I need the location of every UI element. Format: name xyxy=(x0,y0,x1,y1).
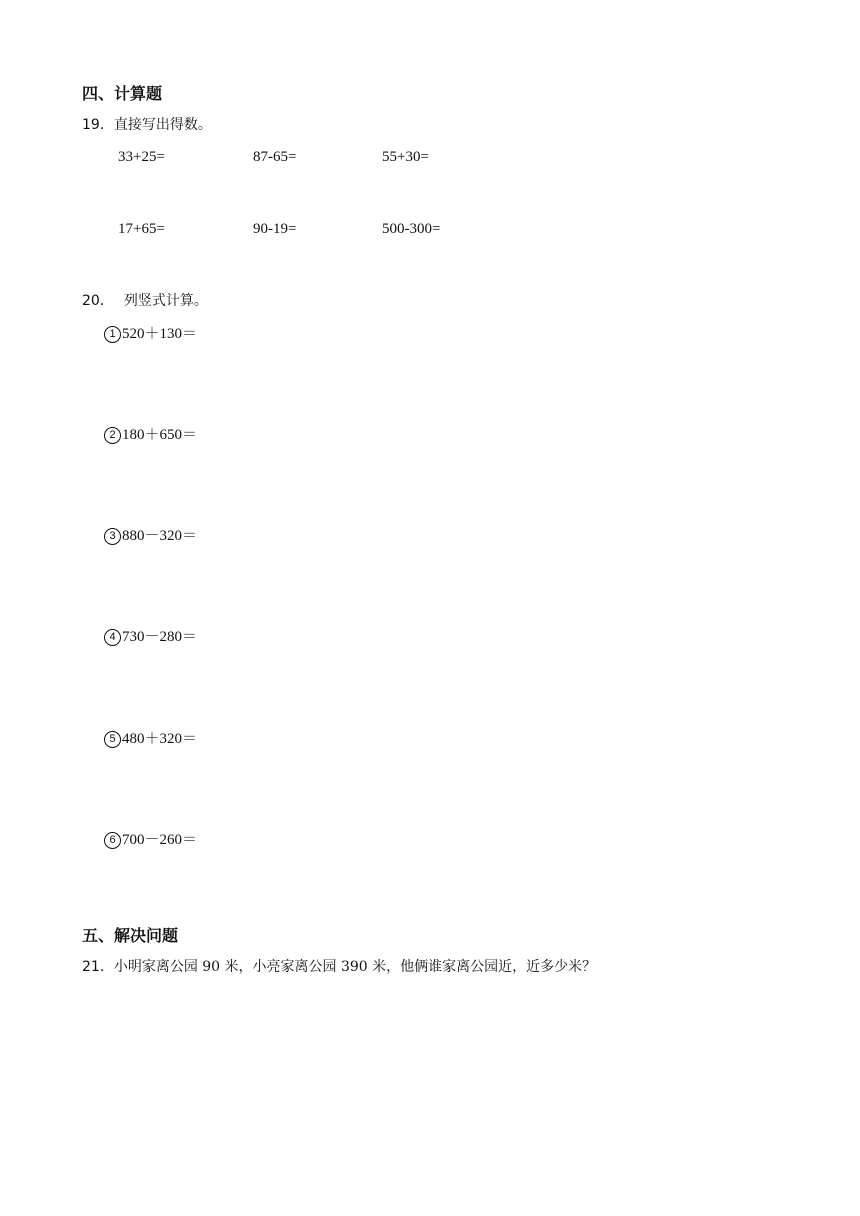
question-number: 19． xyxy=(82,117,114,133)
vertical-calc-expression: 730－280＝ xyxy=(122,629,198,645)
question-text: 小明家离公园 90 米，小亮家离公园 390 米，他俩谁家离公园近，近多少米？ xyxy=(113,959,597,975)
question-text: 列竖式计算。 xyxy=(123,293,208,309)
circled-number-1: 1 xyxy=(104,326,121,343)
mental-calc-item: 87-65= xyxy=(253,149,297,165)
mental-calc-item: 90-19= xyxy=(253,221,297,237)
circled-number-6: 6 xyxy=(104,832,121,849)
circled-number-3: 3 xyxy=(104,528,121,545)
vertical-calc-item xyxy=(104,830,197,850)
question-number: 20． xyxy=(82,293,114,309)
section-title-problem-solving: 五、解决问题 xyxy=(82,926,179,945)
question-text: 直接写出得数。 xyxy=(113,117,212,133)
circled-number-4: 4 xyxy=(104,629,121,646)
question-20 xyxy=(82,290,208,310)
question-21 xyxy=(82,956,596,976)
vertical-calc-expression: 520＋130＝ xyxy=(122,326,198,342)
vertical-calc-item xyxy=(104,425,197,445)
vertical-calc-item xyxy=(104,526,197,546)
vertical-calc-item xyxy=(104,627,197,647)
mental-calc-item: 500-300= xyxy=(382,221,441,237)
section-title-calculation: 四、计算题 xyxy=(82,84,163,103)
vertical-calc-item xyxy=(104,729,197,749)
circled-number-2: 2 xyxy=(104,427,121,444)
vertical-calc-item xyxy=(104,324,197,344)
mental-calc-item: 33+25= xyxy=(118,149,165,165)
mental-calc-item: 17+65= xyxy=(118,221,165,237)
question-number: 21． xyxy=(82,959,114,975)
mental-calc-item: 55+30= xyxy=(382,149,429,165)
vertical-calc-expression: 700－260＝ xyxy=(122,832,198,848)
question-19 xyxy=(82,114,212,134)
circled-number-5: 5 xyxy=(104,731,121,748)
vertical-calc-expression: 480＋320＝ xyxy=(122,731,198,747)
vertical-calc-expression: 180＋650＝ xyxy=(122,427,198,443)
vertical-calc-expression: 880－320＝ xyxy=(122,528,198,544)
